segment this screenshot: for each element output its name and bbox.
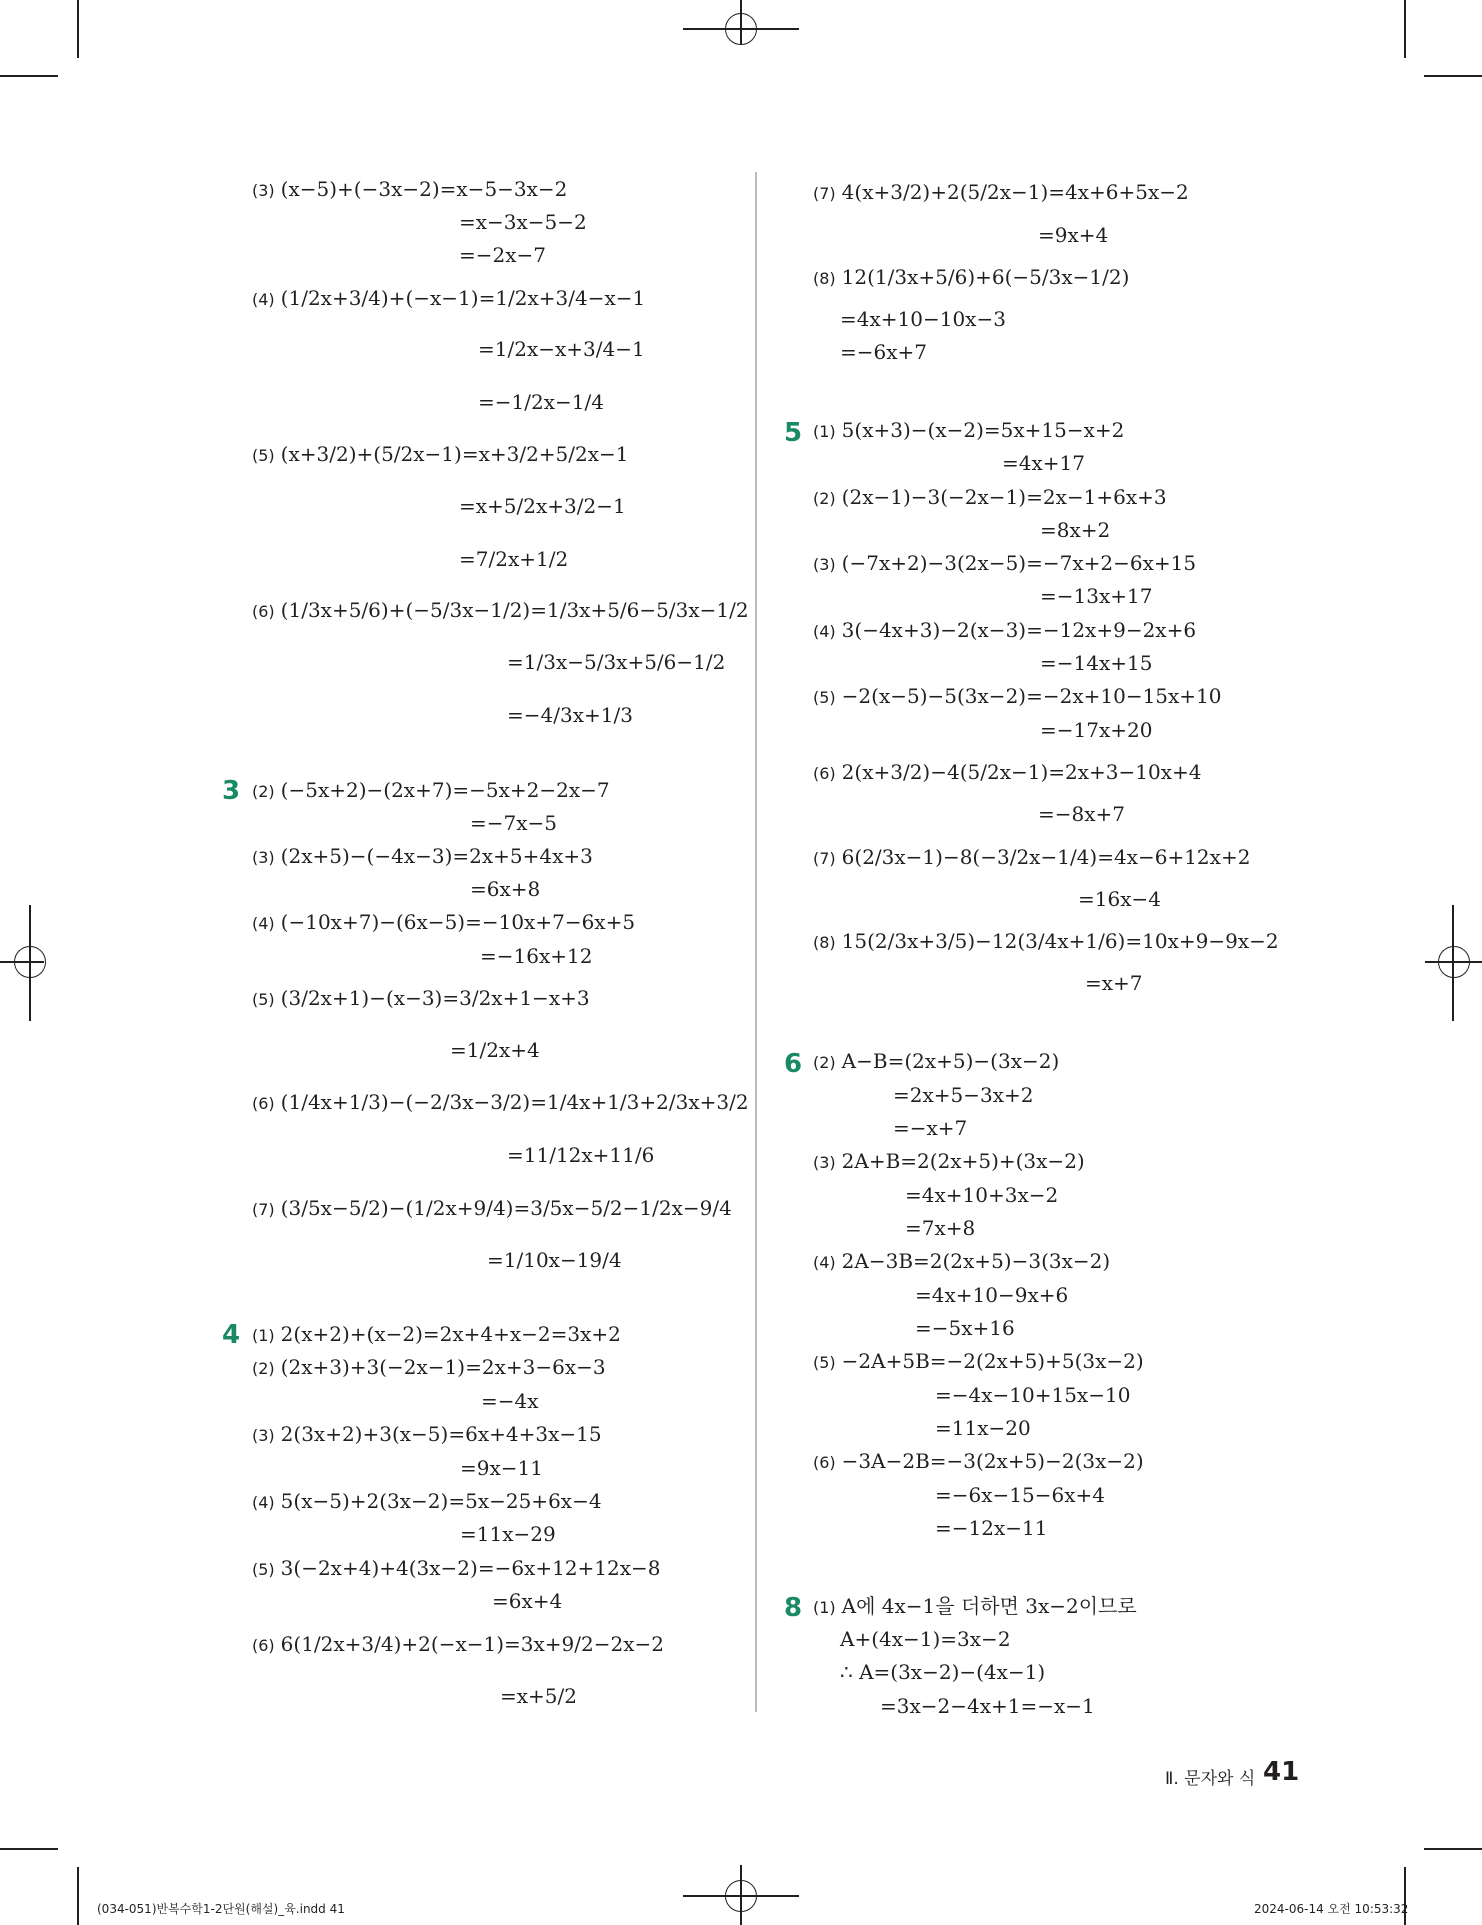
solution-line: (4) 5(x−5)+2(3x−2)=5x−25+6x−4 bbox=[252, 1489, 602, 1513]
solution-line: (2) (−5x+2)−(2x+7)=−5x+2−2x−7 bbox=[252, 778, 610, 802]
slug-date: 2024-06-14 오전 10:53:32 bbox=[1254, 1902, 1409, 1916]
crop-mark bbox=[77, 0, 79, 58]
solution-line: ∴ A=(3x−2)−(4x−1) bbox=[840, 1660, 1046, 1684]
solution-line: =−4x−10+15x−10 bbox=[935, 1383, 1131, 1407]
solution-line: (1) 5(x+3)−(x−2)=5x+15−x+2 bbox=[813, 418, 1125, 442]
solution-line: =−16x+12 bbox=[480, 944, 593, 968]
solution-line: =4x+10−10x−3 bbox=[840, 307, 1006, 331]
solution-line: =11x−20 bbox=[935, 1416, 1031, 1440]
column-divider bbox=[755, 172, 757, 1712]
crop-mark bbox=[740, 1865, 742, 1925]
solution-line: (8) 15(2/3x+3/5)−12(3/4x+1/6)=10x+9−9x−2 bbox=[813, 929, 1279, 953]
solution-line: =11x−29 bbox=[460, 1522, 556, 1546]
solution-line: =7/2x+1/2 bbox=[459, 547, 569, 571]
solution-line: =9x+4 bbox=[1038, 223, 1109, 247]
chapter-title: Ⅱ. 문자와 식 bbox=[1165, 1769, 1256, 1789]
solution-line: =2x+5−3x+2 bbox=[893, 1083, 1034, 1107]
solution-line: (2) (2x+3)+3(−2x−1)=2x+3−6x−3 bbox=[252, 1355, 606, 1379]
section-number: 5 bbox=[784, 418, 803, 448]
solution-line: =−7x−5 bbox=[470, 811, 558, 835]
solution-line: =−x+7 bbox=[893, 1116, 968, 1140]
solution-line: (6) 2(x+3/2)−4(5/2x−1)=2x+3−10x+4 bbox=[813, 760, 1202, 784]
solution-line: A+(4x−1)=3x−2 bbox=[840, 1627, 1011, 1651]
section-number: 4 bbox=[222, 1320, 241, 1350]
solution-line: (8) 12(1/3x+5/6)+6(−5/3x−1/2) bbox=[813, 265, 1130, 289]
solution-line: (1) A에 4x−1을 더하면 3x−2이므로 bbox=[813, 1594, 1137, 1618]
solution-line: =4x+10+3x−2 bbox=[905, 1183, 1059, 1207]
solution-line: (5) 3(−2x+4)+4(3x−2)=−6x+12+12x−8 bbox=[252, 1556, 661, 1580]
solution-line: =4x+17 bbox=[1002, 451, 1085, 475]
crop-mark bbox=[1425, 961, 1482, 963]
solution-line: (6) (1/4x+1/3)−(−2/3x−3/2)=1/4x+1/3+2/3x+3/2 bbox=[252, 1090, 749, 1114]
solution-line: (5) −2(x−5)−5(3x−2)=−2x+10−15x+10 bbox=[813, 684, 1222, 708]
solution-line: (6) (1/3x+5/6)+(−5/3x−1/2)=1/3x+5/6−5/3x−1/2 bbox=[252, 598, 749, 622]
crop-mark bbox=[0, 75, 58, 77]
solution-line: =−5x+16 bbox=[915, 1316, 1015, 1340]
slug-file: (034-051)반복수학1-2단원(해설)_육.indd 41 bbox=[97, 1902, 345, 1916]
solution-line: =−12x−11 bbox=[935, 1516, 1048, 1540]
solution-line: (7) 4(x+3/2)+2(5/2x−1)=4x+6+5x−2 bbox=[813, 180, 1189, 204]
crop-mark bbox=[29, 905, 31, 1021]
solution-line: (7) (3/5x−5/2)−(1/2x+9/4)=3/5x−5/2−1/2x−9/4 bbox=[252, 1196, 732, 1220]
solution-line: =1/3x−5/3x+5/6−1/2 bbox=[507, 650, 726, 674]
solution-line: =−6x+7 bbox=[840, 340, 928, 364]
crop-mark bbox=[77, 1867, 79, 1925]
solution-line: =1/2x−x+3/4−1 bbox=[478, 337, 645, 361]
solution-line: =−4/3x+1/3 bbox=[507, 703, 633, 727]
solution-line: =11/12x+11/6 bbox=[507, 1143, 655, 1167]
solution-line: =1/10x−19/4 bbox=[487, 1248, 622, 1272]
solution-line: (6) 6(1/2x+3/4)+2(−x−1)=3x+9/2−2x−2 bbox=[252, 1632, 664, 1656]
page-number: 41 bbox=[1263, 1757, 1300, 1787]
solution-line: =x+7 bbox=[1085, 971, 1143, 995]
solution-line: =x−3x−5−2 bbox=[459, 210, 587, 234]
section-number: 3 bbox=[222, 776, 241, 806]
solution-line: (3) 2A+B=2(2x+5)+(3x−2) bbox=[813, 1149, 1085, 1173]
solution-line: (2) (2x−1)−3(−2x−1)=2x−1+6x+3 bbox=[813, 485, 1167, 509]
solution-line: =9x−11 bbox=[460, 1456, 543, 1480]
solution-line: =6x+4 bbox=[492, 1589, 563, 1613]
solution-line: =8x+2 bbox=[1040, 518, 1111, 542]
solution-line: =−1/2x−1/4 bbox=[478, 390, 604, 414]
crop-mark bbox=[1424, 1848, 1482, 1850]
solution-line: =16x−4 bbox=[1078, 887, 1161, 911]
crop-mark bbox=[740, 0, 742, 44]
solution-line: (4) (1/2x+3/4)+(−x−1)=1/2x+3/4−x−1 bbox=[252, 286, 646, 310]
solution-line: =x+5/2x+3/2−1 bbox=[459, 494, 626, 518]
crop-mark bbox=[1404, 0, 1406, 58]
solution-line: (1) 2(x+2)+(x−2)=2x+4+x−2=3x+2 bbox=[252, 1322, 621, 1346]
solution-line: (5) (3/2x+1)−(x−3)=3/2x+1−x+3 bbox=[252, 986, 590, 1010]
solution-line: (3) (−7x+2)−3(2x−5)=−7x+2−6x+15 bbox=[813, 551, 1197, 575]
solution-line: =−13x+17 bbox=[1040, 584, 1153, 608]
solution-line: =1/2x+4 bbox=[450, 1038, 540, 1062]
solution-line: (6) −3A−2B=−3(2x+5)−2(3x−2) bbox=[813, 1449, 1144, 1473]
solution-line: =−4x bbox=[481, 1389, 539, 1413]
section-number: 8 bbox=[784, 1593, 803, 1623]
solution-line: =7x+8 bbox=[905, 1216, 976, 1240]
solution-line: (3) (x−5)+(−3x−2)=x−5−3x−2 bbox=[252, 177, 568, 201]
solution-line: =−2x−7 bbox=[459, 243, 547, 267]
solution-line: =4x+10−9x+6 bbox=[915, 1283, 1069, 1307]
section-number: 6 bbox=[784, 1049, 803, 1079]
solution-line: =−17x+20 bbox=[1040, 718, 1153, 742]
solution-line: =6x+8 bbox=[470, 877, 541, 901]
solution-line: =x+5/2 bbox=[500, 1684, 577, 1708]
crop-mark bbox=[1424, 75, 1482, 77]
solution-line: =3x−2−4x+1=−x−1 bbox=[880, 1694, 1095, 1718]
solution-line: =−14x+15 bbox=[1040, 651, 1153, 675]
crop-mark bbox=[0, 1848, 58, 1850]
solution-line: (3) 2(3x+2)+3(x−5)=6x+4+3x−15 bbox=[252, 1422, 602, 1446]
crop-mark bbox=[1452, 905, 1454, 1021]
solution-line: =−8x+7 bbox=[1038, 802, 1126, 826]
solution-line: (4) 2A−3B=2(2x+5)−3(3x−2) bbox=[813, 1249, 1111, 1273]
solution-line: (4) (−10x+7)−(6x−5)=−10x+7−6x+5 bbox=[252, 910, 636, 934]
solution-line: (2) A−B=(2x+5)−(3x−2) bbox=[813, 1049, 1060, 1073]
solution-line: (5) (x+3/2)+(5/2x−1)=x+3/2+5/2x−1 bbox=[252, 442, 629, 466]
solution-line: (7) 6(2/3x−1)−8(−3/2x−1/4)=4x−6+12x+2 bbox=[813, 845, 1251, 869]
solution-line: (5) −2A+5B=−2(2x+5)+5(3x−2) bbox=[813, 1349, 1144, 1373]
solution-line: (3) (2x+5)−(−4x−3)=2x+5+4x+3 bbox=[252, 844, 593, 868]
solution-line: (4) 3(−4x+3)−2(x−3)=−12x+9−2x+6 bbox=[813, 618, 1197, 642]
crop-mark bbox=[0, 961, 44, 963]
solution-line: =−6x−15−6x+4 bbox=[935, 1483, 1105, 1507]
